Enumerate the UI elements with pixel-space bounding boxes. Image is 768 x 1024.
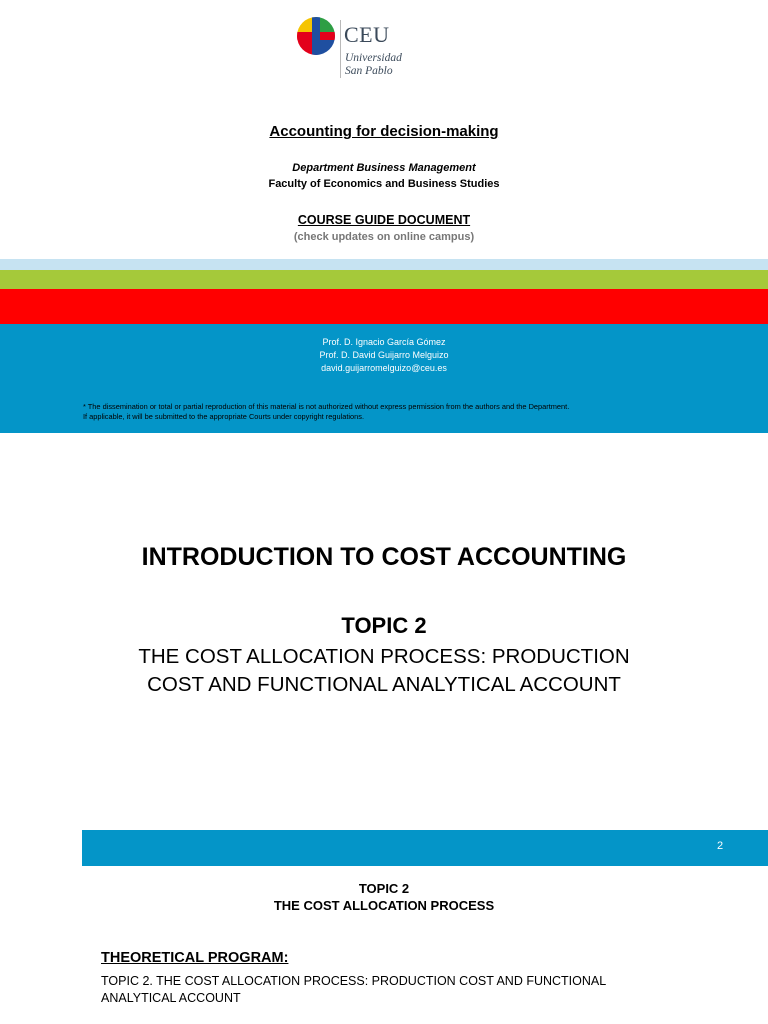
logo-divider <box>340 20 341 78</box>
band-green <box>0 270 768 289</box>
topic-subtitle <box>0 643 768 699</box>
ceu-emblem-icon <box>296 16 336 56</box>
author-2: Prof. D. David Guijarro Melguizo <box>319 350 449 360</box>
topic-subtitle-line-2: COST AND FUNCTIONAL ANALYTICAL ACCOUNT <box>147 673 621 696</box>
main-title: INTRODUCTION TO COST ACCOUNTING <box>141 543 627 571</box>
logo-line-2: San Pablo <box>345 65 393 77</box>
theory-text-line-1: TOPIC 2. THE COST ALLOCATION PROCESS: PRODUCTION COST AND FUNCTIONAL <box>101 974 607 988</box>
band-red <box>0 289 768 324</box>
band-light-blue <box>0 259 768 270</box>
page-number: 2 <box>716 840 724 852</box>
faculty: Faculty of Economics and Business Studies <box>268 178 500 190</box>
topic-subtitle-line-1: THE COST ALLOCATION PROCESS: PRODUCTION <box>138 645 630 668</box>
theoretical-program-heading: THEORETICAL PROGRAM: <box>101 950 289 966</box>
author-1: Prof. D. Ignacio García Gómez <box>322 337 446 347</box>
department: Department Business Management <box>292 162 476 174</box>
disclaimer-line-2: If applicable, it will be submitted to the appropriate Courts under copyright regulations. <box>83 412 364 421</box>
guide-note: (check updates on online campus) <box>293 231 475 243</box>
ceu-logo <box>296 16 426 80</box>
page2-topic-subtitle: THE COST ALLOCATION PROCESS <box>273 898 495 913</box>
topic-label: TOPIC 2 <box>341 613 427 638</box>
page2-topic: TOPIC 2 <box>358 881 410 896</box>
logo-name: CEU <box>344 22 390 47</box>
author-email: david.guijarromelguizo@ceu.es <box>321 363 447 373</box>
theoretical-program-text <box>101 973 721 1007</box>
theory-text-line-2: ANALYTICAL ACCOUNT <box>101 991 241 1005</box>
guide-title: COURSE GUIDE DOCUMENT <box>297 213 471 227</box>
logo-line-1: Universidad <box>345 52 402 64</box>
course-title: Accounting for decision-making <box>269 123 499 140</box>
disclaimer-line-1: * The dissemination or total or partial reproduction of this material is not authorized without express permission from the authors and the Department. <box>83 402 570 411</box>
disclaimer <box>83 402 743 422</box>
footer-band <box>82 830 768 866</box>
logo-university <box>345 52 402 78</box>
